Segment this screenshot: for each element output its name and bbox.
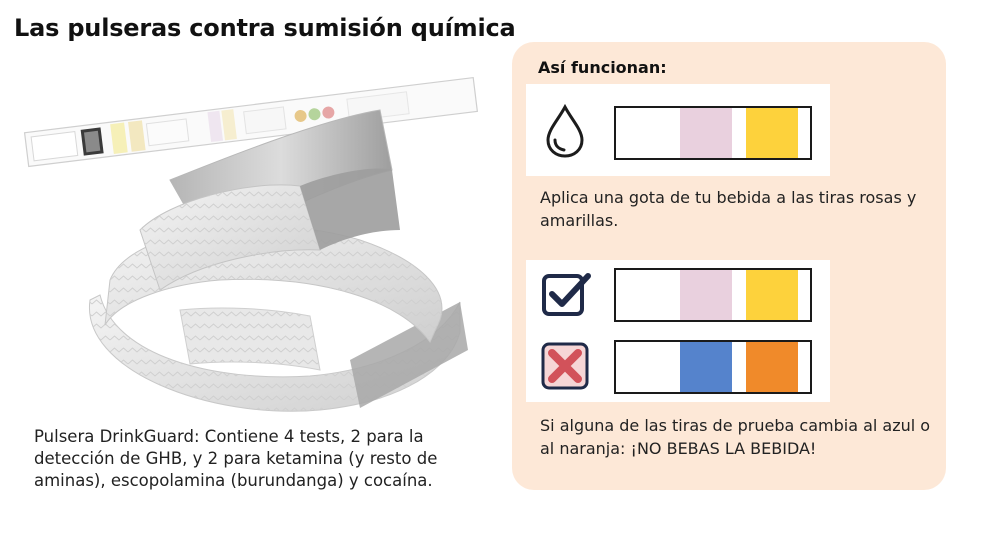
test-strip-safe [614, 268, 812, 322]
page-title: Las pulseras contra sumisión química [14, 14, 516, 42]
strip-yellow-cell [746, 270, 798, 320]
step1-box [526, 84, 830, 176]
step1-text: Aplica una gota de tu bebida a las tiras rosas y amarillas. [540, 188, 917, 230]
strip-pink-cell [680, 270, 732, 320]
step2-text: Si alguna de las tiras de prueba cambia al azul o al naranja: ¡NO BEBAS LA BEBIDA! [540, 416, 931, 458]
check-icon [536, 266, 594, 324]
how-it-works-panel [512, 42, 946, 490]
panel-title: Así funcionan: [538, 58, 667, 77]
step2-box [526, 260, 830, 402]
cross-icon [536, 338, 594, 396]
strip-pink-cell [680, 108, 732, 158]
test-strip-initial [614, 106, 812, 160]
drop-icon [536, 102, 594, 160]
wristband-illustration [20, 70, 500, 425]
strip-blue-cell [680, 342, 732, 392]
wristband-caption: Pulsera DrinkGuard: Contiene 4 tests, 2 para la detección de GHB, y 2 para ketamina (y resto de aminas), escopolamina (burundanga) y cocaína. [34, 427, 438, 490]
strip-orange-cell [746, 342, 798, 392]
test-strip-positive [614, 340, 812, 394]
strip-yellow-cell [746, 108, 798, 158]
